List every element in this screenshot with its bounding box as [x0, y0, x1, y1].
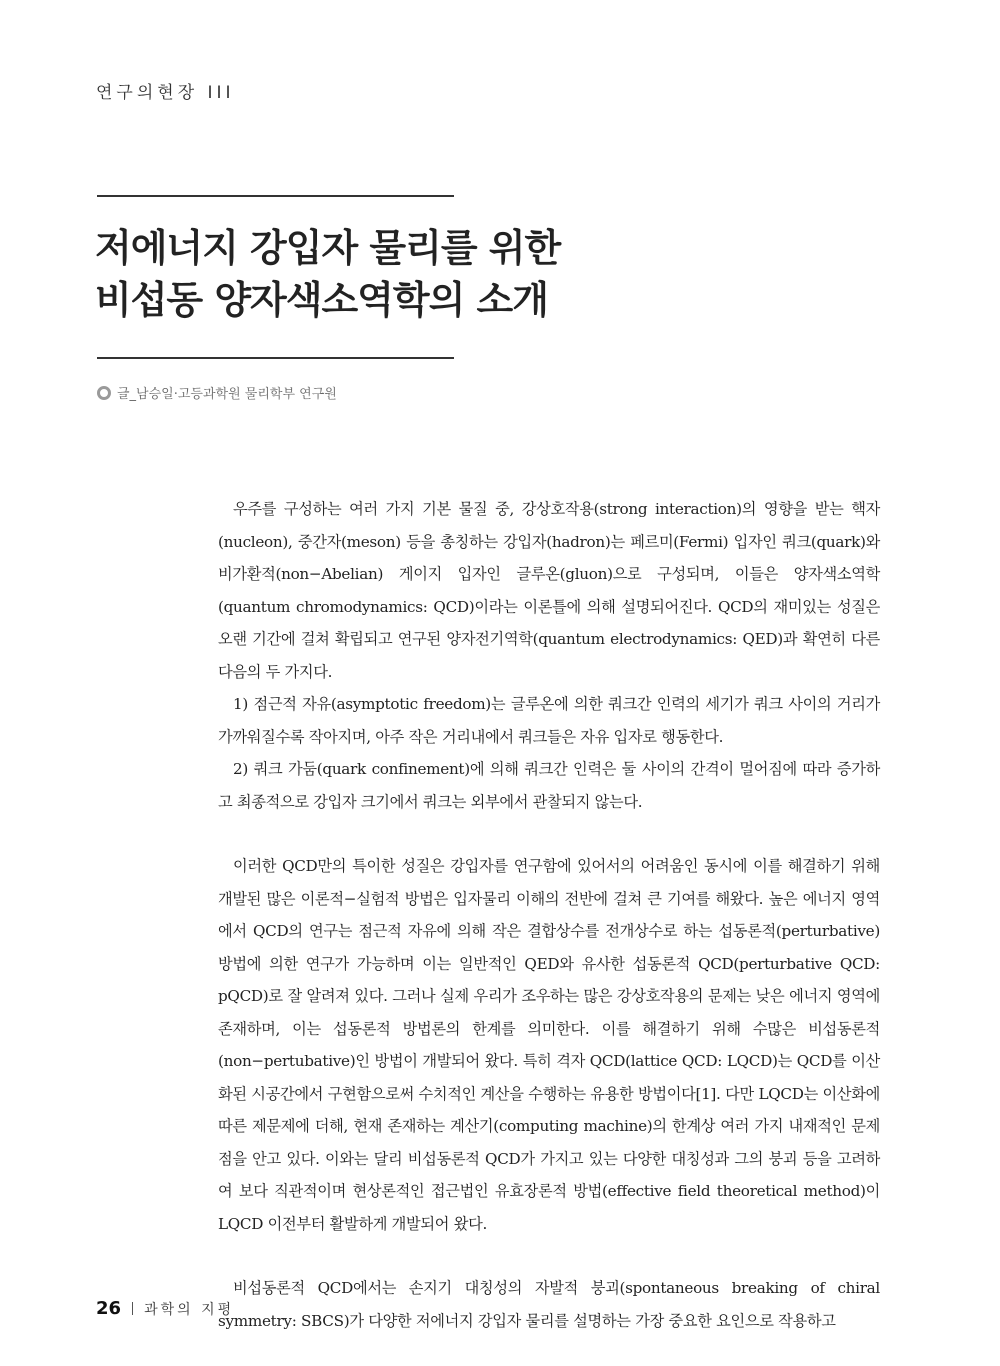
footer-divider	[132, 1302, 133, 1315]
page-number: 26	[96, 1298, 122, 1319]
article-body	[218, 493, 880, 1337]
page-footer	[96, 1298, 234, 1319]
title-top-divider	[97, 195, 454, 197]
paragraph-item-1: 1) 점근적 자유(asymptotic freedom)는 글루온에 의한 쿼크간 인력의 세기가 쿼크 사이의 거리가 가까워질수록 작아지며, 아주 작은 거리내에서 쿼크들은 자유 입자로 행동한다.	[218, 695, 880, 746]
paragraph-item-2: 2) 쿼크 가둠(quark confinement)에 의해 쿼크간 인력은 둘 사이의 간격이 멀어짐에 따라 증가하고 최종적으로 강입자 크기에서 쿼크는 외부에서 관찰되지 않는다.	[218, 760, 880, 811]
section-label: 연구의현장 III	[96, 83, 235, 103]
title-line-2: 비섭동 양자색소역학의 소개	[95, 278, 548, 322]
title-bottom-divider	[97, 357, 454, 359]
paragraph-sbcs: 비섭동론적 QCD에서는 손지기 대칭성의 자발적 붕괴(spontaneous breaking of chiral symmetry: SBCS)가 다양한 저에너지 강입자 물리를 설명하는 가장 중요한 요인으로 작용하고	[218, 1279, 880, 1330]
circle-bullet-icon	[97, 386, 111, 400]
paragraph-methods: 이러한 QCD만의 특이한 성질은 강입자를 연구함에 있어서의 어려움인 동시에 이를 해결하기 위해 개발된 많은 이론적−실험적 방법은 입자물리 이해의 전반에 걸쳐 큰 기여를 해왔다. 높은 에너지 영역에서 QCD의 연구는 점근적 자유에 의해 작은 결합상수를 전개상수로 하는 섭동론적(perturbative) 방법에 의한 연구가 가능하며 이는 일반적인 QED와 유사한 섭동론적 QCD(perturbative QCD: pQCD)로 잘 알려져 있다. 그러나 실제 우리가 조우하는 많은 강상호작용의 문제는 낮은 에너지 영역에 존재하며, 이는 섭동론적 방법론의 한계를 의미한다. 이를 해결하기 위해 수많은 비섭동론적(non−pertubative)인 방법이 개발되어 왔다. 특히 격자 QCD(lattice QCD: LQCD)는 QCD를 이산화된 시공간에서 구현함으로써 수치적인 계산을 수행하는 유용한 방법이다[1]. 다만 LQCD는 이산화에 따른 제문제에 더해, 현재 존재하는 계산기(computing machine)의 한계상 여러 가지 내재적인 문제점을 안고 있다. 이와는 달리 비섭동론적 QCD가 가지고 있는 다양한 대칭성과 그의 붕괴 등을 고려하여 보다 직관적이며 현상론적인 접근법인 유효장론적 방법(effective field theoretical method)이 LQCD 이전부터 활발하게 개발되어 왔다.	[218, 857, 880, 1233]
magazine-name: 과학의 지평	[144, 1301, 235, 1318]
byline	[97, 383, 337, 402]
byline-text: 글_남승일·고등과학원 물리학부 연구원	[117, 387, 337, 402]
article-title	[95, 222, 560, 326]
paragraph-intro: 우주를 구성하는 여러 가지 기본 물질 중, 강상호작용(strong interaction)의 영향을 받는 핵자(nucleon), 중간자(meson) 등을 총칭하는 강입자(hadron)는 페르미(Fermi) 입자인 쿼크(quark)와 비가환적(non−Abelian) 게이지 입자인 글루온(gluon)으로 구성되며, 이들은 양자색소역학(quantum chromodynamics: QCD)이라는 이론틀에 의해 설명되어진다. QCD의 재미있는 성질은 오랜 기간에 걸쳐 확립되고 연구된 양자전기역학(quantum electrodynamics: QED)과 확연히 다른 다음의 두 가지다.	[218, 500, 880, 681]
title-line-1: 저에너지 강입자 물리를 위한	[95, 226, 561, 270]
